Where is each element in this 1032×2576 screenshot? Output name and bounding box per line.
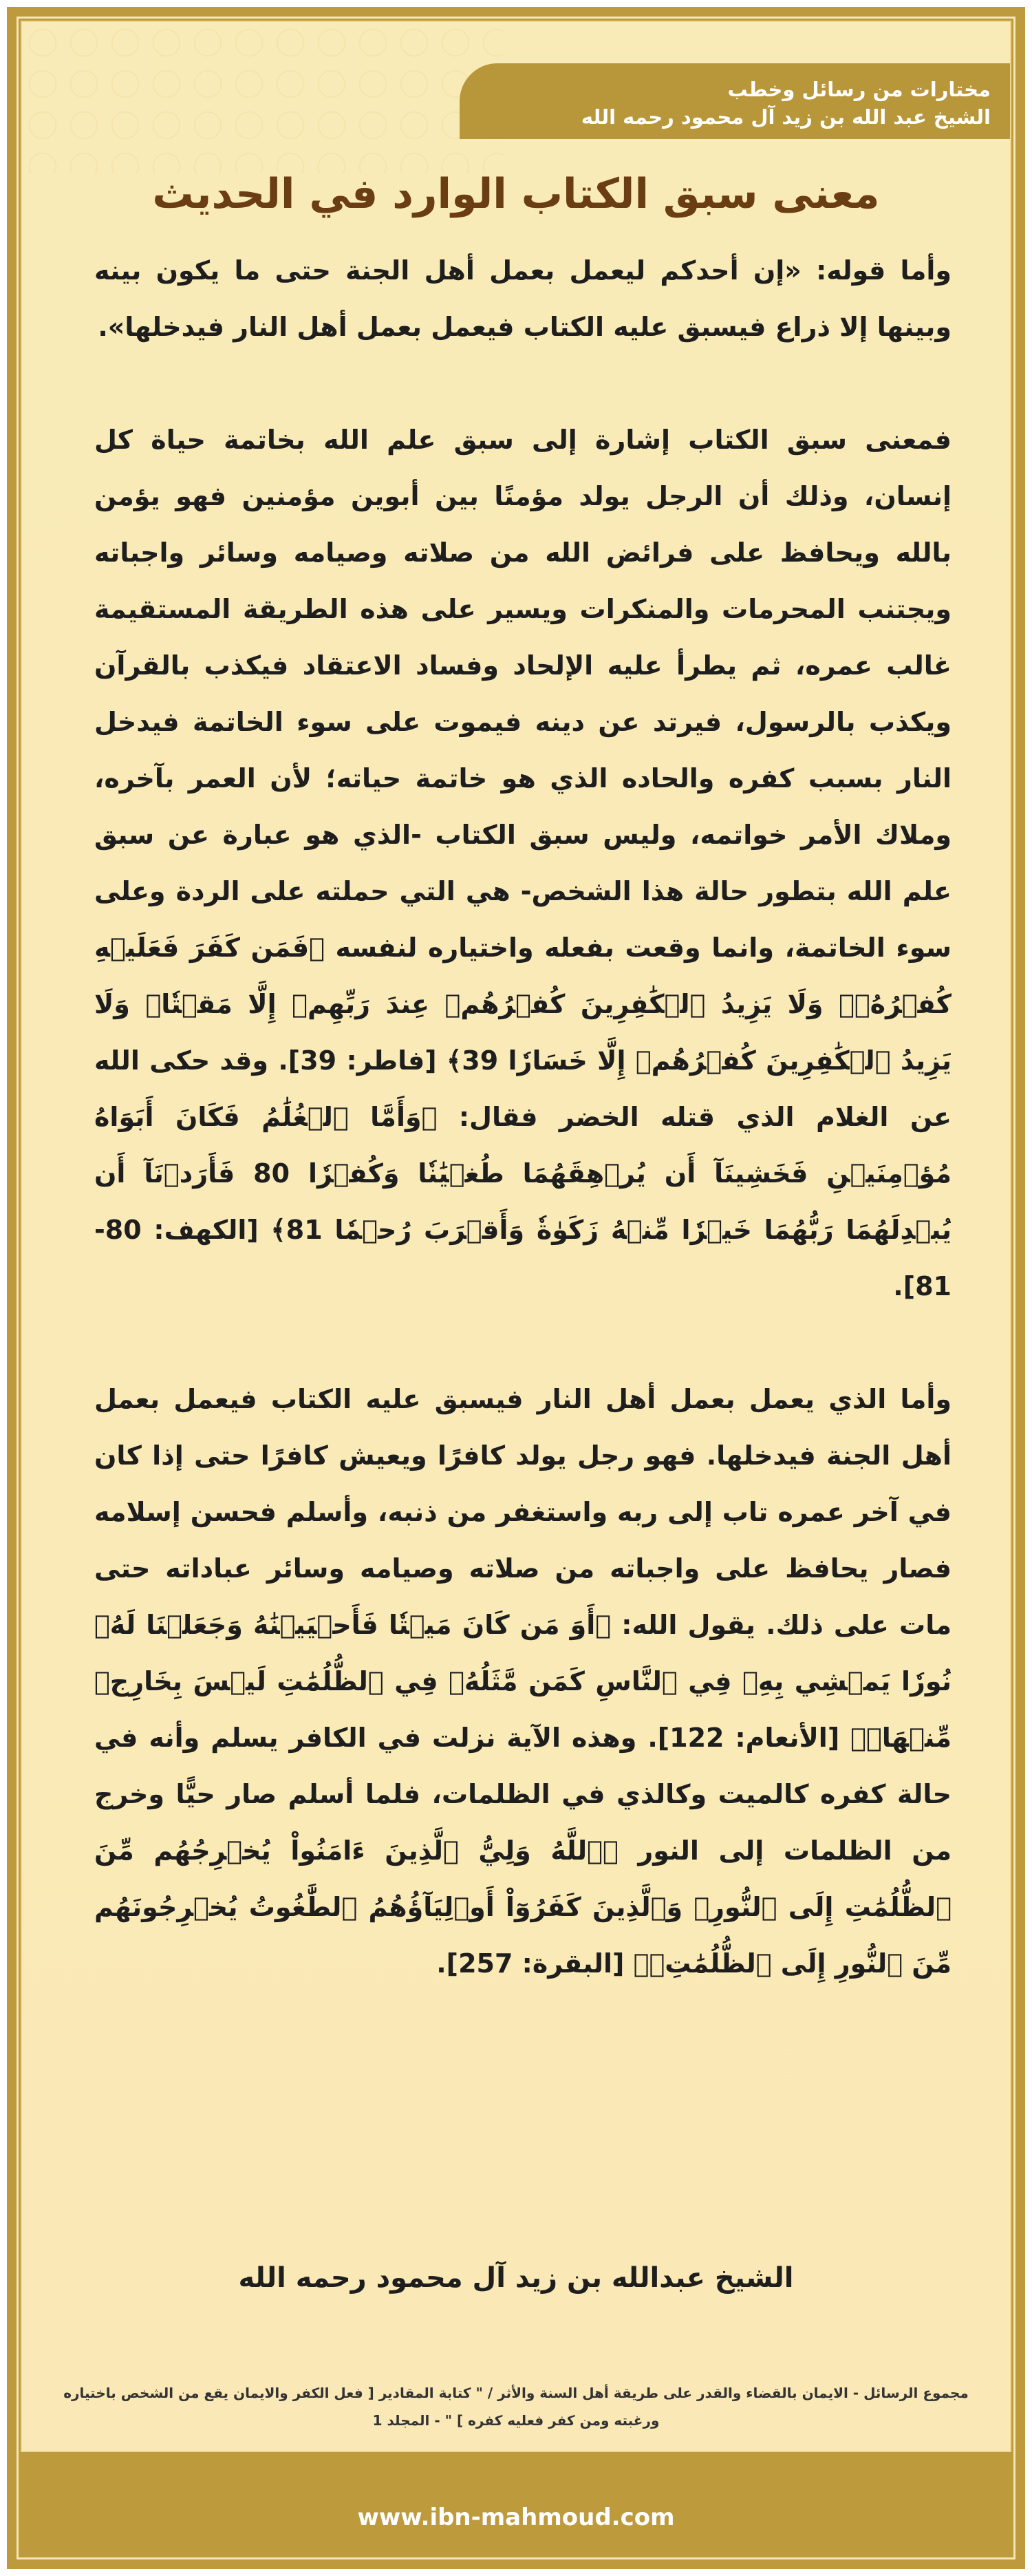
header-line-1: مختارات من رسائل وخطب xyxy=(727,78,991,101)
header-tab xyxy=(460,63,1010,139)
article-title: معنى سبق الكتاب الوارد في الحديث xyxy=(152,170,880,218)
author-signature: الشيخ عبدالله بن زيد آل محمود رحمه الله xyxy=(238,2262,794,2294)
paragraph-3: وأما الذي يعمل بعمل أهل النار فيسبق عليه الكتاب فيعمل بعمل أهل الجنة فيدخلها. فهو رجل يولد كافرًا ويعيش كافرًا حتى إذا كان في آخر عمره تاب إلى ربه واستغفر من ذنبه، وأسلم فحسن إسلامه فصار يحافظ على واجباته من صلاته وصيامه وسائر عباداته حتى مات على ذلك. يقول الله: ﴿أَوَ مَن كَانَ مَيۡتٗا فَأَحۡيَيۡنَٰهُ وَجَعَلۡنَا لَهُۥ نُورٗا يَمۡشِي بِهِۦ فِي ٱلنَّاسِ كَمَن مَّثَلُهُۥ فِي ٱلظُّلُمَٰتِ لَيۡسَ بِخَارِجٖ مِّنۡهَاۚ﴾ [الأنعام: 122]. وهذه الآية نزلت في الكافر يسلم وأنه في حالة كفره كالميت وكالذي في الظلمات، فلما أسلم صار حيًّا وخرج من الظلمات إلى النور ﴿ٱللَّهُ وَلِيُّ ٱلَّذِينَ ءَامَنُواْ يُخۡرِجُهُم مِّنَ ٱلظُّلُمَٰتِ إِلَى ٱلنُّورِۖ وَٱلَّذِينَ كَفَرُوٓاْ أَوۡلِيَآؤُهُمُ ٱلطَّٰغُوتُ يُخۡرِجُونَهُم مِّنَ ٱلنُّورِ إِلَى ٱلظُّلُمَٰتِۗ﴾ [البقرة: 257]. xyxy=(94,1384,952,1979)
page-frame xyxy=(7,7,1025,2569)
paragraph-1: وأما قوله: «إن أحدكم ليعمل بعمل أهل الجنة حتى ما يكون بينه وبينها إلا ذراع فيسبق عليه الكتاب فيعمل بعمل أهل النار فيدخلها». xyxy=(94,255,952,342)
footer-url-link[interactable]: www.ibn-mahmoud.com xyxy=(357,2504,675,2531)
source-citation: مجموع الرسائل - الايمان بالقضاء والقدر على طريقة أهل السنة والأثر / " كتابة المقادير [ فعل الكفر والايمان يقع من الشخص باختياره ورغبته ومن كفر فعليه كفره ] " - المجلد 1 xyxy=(63,2385,969,2429)
paragraph-gap xyxy=(94,355,952,412)
header-line-2: الشيخ عبد الله بن زيد آل محمود رحمه الله xyxy=(581,105,991,129)
paragraph-2: فمعنى سبق الكتاب إشارة إلى سبق علم الله بخاتمة حياة كل إنسان، وذلك أن الرجل يولد مؤمنًا بين أبوين مؤمنين فهو يؤمن بالله ويحافظ على فرائض الله من صلاته وصيامه وسائر واجباته ويجتنب المحرمات والمنكرات ويسير على هذه الطريقة المستقيمة غالب عمره، ثم يطرأ عليه الإلحاد وفساد الاعتقاد فيكذب بالقرآن ويكذب بالرسول، فيرتد عن دينه فيموت على سوء الخاتمة فيدخل النار بسبب كفره والحاده الذي هو خاتمة حياته؛ لأن العمر بآخره، وملاك الأمر خواتمه، وليس سبق الكتاب -الذي هو عبارة عن سبق علم الله بتطور حالة هذا الشخص- هي التي حملته على الردة وعلى سوء الخاتمة، وانما وقعت بفعله واختياره لنفسه ﴿فَمَن كَفَرَ فَعَلَيۡهِ كُفۡرُهُۥۖ وَلَا يَزِيدُ ٱلۡكَٰفِرِينَ كُفۡرُهُمۡ عِندَ رَبِّهِمۡ إِلَّا مَقۡتٗاۖ وَلَا يَزِيدُ ٱلۡكَٰفِرِينَ كُفۡرُهُمۡ إِلَّا خَسَارٗا 39﴾ [فاطر: 39]. وقد حكى الله عن الغلام الذي قتله الخضر فقال: ﴿وَأَمَّا ٱلۡغُلَٰمُ فَكَانَ أَبَوَاهُ مُؤۡمِنَيۡنِ فَخَشِينَآ أَن يُرۡهِقَهُمَا طُغۡيَٰنٗا وَكُفۡرٗا 80 فَأَرَدۡنَآ أَن يُبۡدِلَهُمَا رَبُّهُمَا خَيۡرٗا مِّنۡهُ زَكَوٰةٗ وَأَقۡرَبَ رُحۡمٗا 81﴾ [الكهف: 80-81]. xyxy=(94,425,952,1301)
decorative-pattern xyxy=(22,22,504,173)
content-panel xyxy=(21,21,1011,2452)
paragraph-gap xyxy=(94,1314,952,1371)
article-body xyxy=(94,242,952,1992)
